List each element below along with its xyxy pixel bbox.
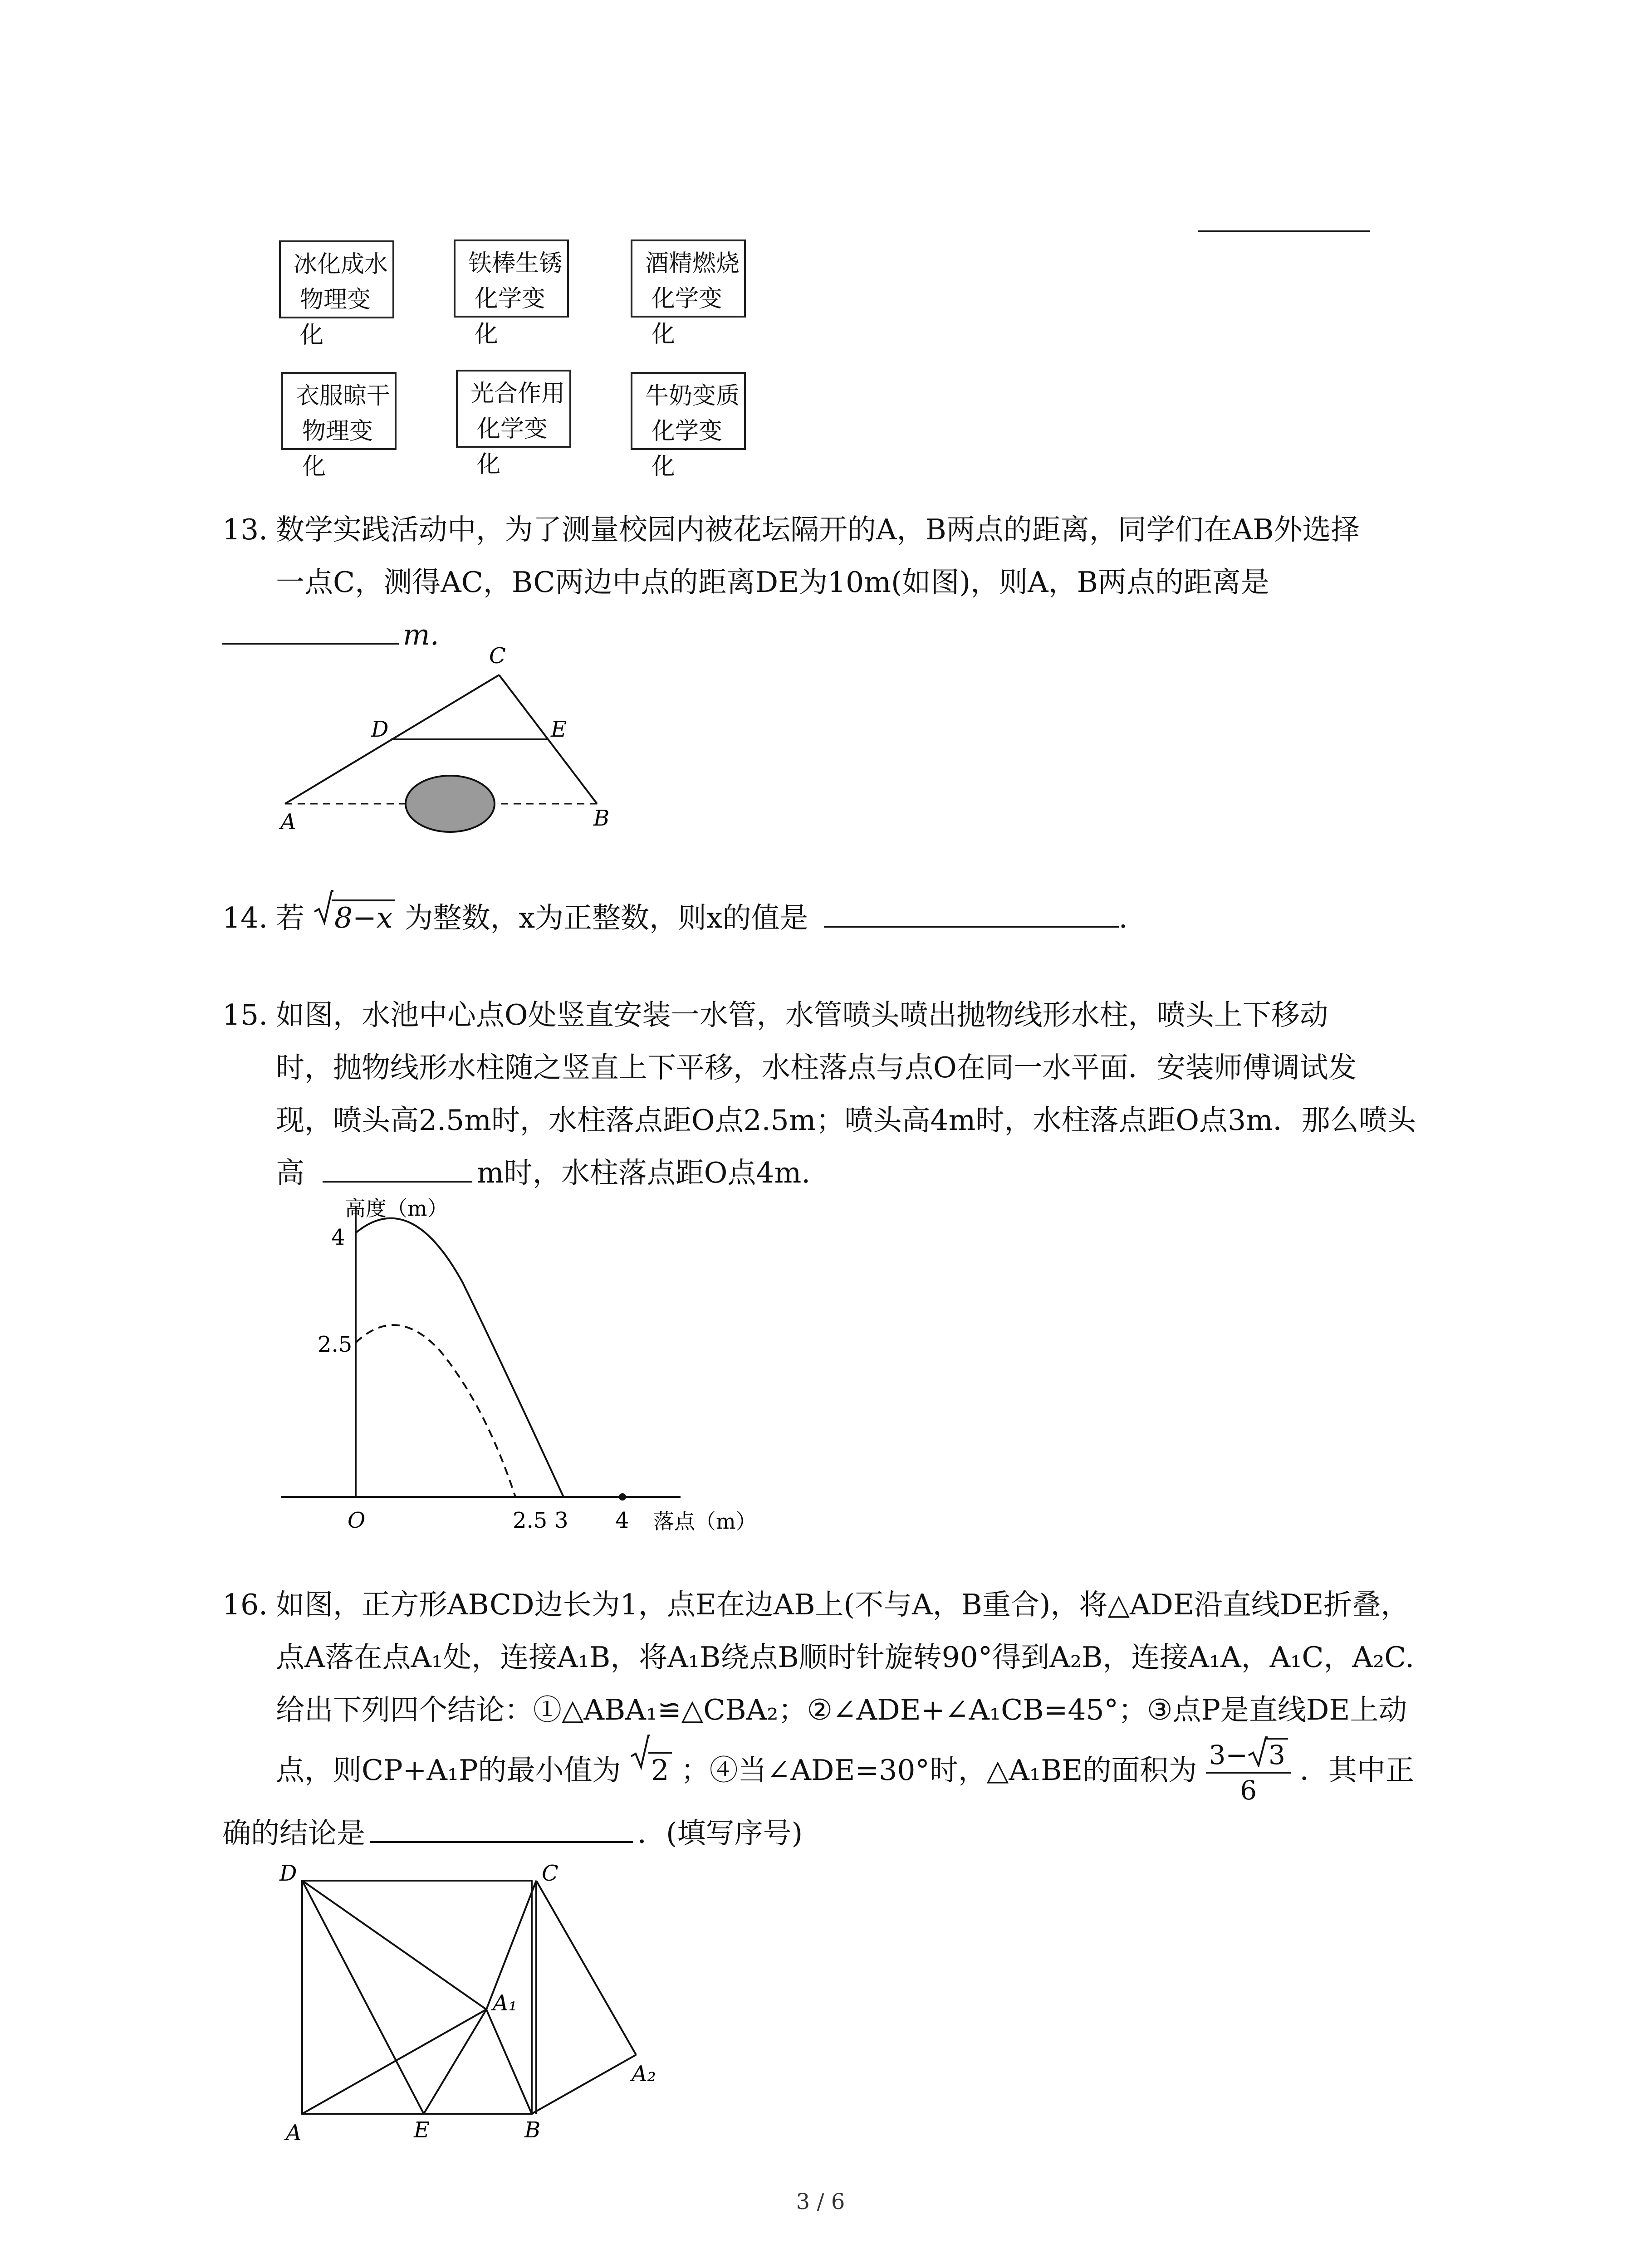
q16-line1: 如图，正方形ABCD边长为1，点E在边AB上(不与A，B重合)，将△ADE沿直线DE折叠，	[276, 1588, 1410, 1621]
card-top-text: 铁棒生锈	[468, 250, 563, 277]
q16-line4-mid: ；④当∠ADE=30°时，△A₁BE的面积为	[681, 1754, 1197, 1787]
x-tick-o: O	[348, 1508, 366, 1533]
q15-line1: 如图，水池中心点O处竖直安装一水管，水管喷头喷出抛物线形水柱，喷头上下移动	[276, 998, 1328, 1031]
card-top-text: 衣服晾干	[296, 382, 391, 410]
question-number: 15.	[222, 998, 268, 1031]
card-top-text: 冰化成水	[294, 251, 388, 278]
q15-answer-blank[interactable]	[323, 1154, 472, 1183]
card-top-text: 光合作用	[470, 380, 565, 407]
q16-line2: 点A落在点A₁处，连接A₁B，将A₁B绕点B顺时针旋转90°得到A₂B，连接A₁A，A₁C，A₂C.	[276, 1641, 1415, 1674]
card-bottom-text: 化学变化	[475, 285, 546, 348]
q15-line4-pre: 高	[276, 1156, 304, 1189]
fraction-numerator	[1206, 1738, 1290, 1774]
q14-mid: 为整数，x为正整数，则x的值是	[404, 901, 808, 934]
q13-line2: 一点C，测得AC，BC两边中点的距离DE为10m(如图)，则A，B两点的距离是	[276, 566, 1269, 599]
card-top-text: 酒精燃烧	[645, 250, 740, 277]
fraction-denominator: 6	[1240, 1774, 1257, 1806]
question-number: 14.	[222, 901, 268, 934]
segment-ca2	[536, 1881, 636, 2055]
q15-parabola-figure	[272, 1198, 771, 1542]
card-3	[631, 240, 746, 348]
q15-line2: 时，抛物线形水柱随之竖直上下平移，水柱落点与点O在同一水平面．安装师傅调试发	[276, 1051, 1357, 1084]
label-a: A	[280, 809, 296, 835]
sqrt-expression	[314, 892, 395, 944]
segment-ea1	[424, 2009, 486, 2114]
q14-pre: 若	[276, 901, 304, 934]
q16-square-figure	[272, 1860, 726, 2141]
numerator-pre: 3−	[1209, 1739, 1248, 1770]
sqrt-3	[1248, 1738, 1288, 1772]
q16-line4-post: ．其中正	[1299, 1754, 1414, 1787]
answer-blank-prev[interactable]	[1198, 230, 1370, 232]
label-d: D	[371, 717, 389, 742]
label-a2: A₂	[632, 2061, 656, 2087]
y-tick-2.5: 2.5	[318, 1332, 353, 1357]
point-4	[619, 1493, 626, 1501]
page-number: 3 / 6	[796, 2189, 845, 2214]
radicand: 8−x	[332, 899, 395, 934]
segment-ba2	[532, 2055, 636, 2114]
q15-line4-post: m时，水柱落点距O点4m.	[477, 1156, 811, 1189]
flower-bed	[406, 776, 495, 832]
sqrt-2	[630, 1736, 672, 1804]
q16-line5-pre: 确的结论是	[222, 1816, 365, 1850]
label-c: C	[542, 1861, 558, 1886]
segment-da1	[302, 1881, 486, 2009]
y-axis-label: 高度（m）	[345, 1198, 448, 1221]
q16-line3: 给出下列四个结论：①△ABA₁≌△CBA₂；②∠ADE+∠A₁CB=45°；③点P是直线DE上动	[276, 1693, 1407, 1726]
fraction	[1206, 1738, 1290, 1807]
segment-a1b	[486, 2009, 532, 2114]
card-bottom-text: 化学变化	[477, 415, 548, 478]
card-6	[631, 372, 746, 480]
segment-aa1	[302, 2009, 486, 2114]
parabola-2.5m	[356, 1325, 515, 1497]
card-bottom-text: 化学变化	[652, 418, 723, 480]
card-bottom-text: 物理变化	[300, 286, 371, 349]
label-b: B	[524, 2117, 541, 2141]
question-16	[222, 1579, 1429, 1860]
y-tick-4: 4	[331, 1225, 345, 1250]
radicand: 2	[648, 1752, 672, 1787]
question-14	[222, 892, 1429, 944]
question-number: 16.	[222, 1588, 268, 1621]
label-b: B	[593, 806, 610, 831]
q16-answer-blank[interactable]	[370, 1814, 633, 1843]
card-4	[281, 372, 397, 480]
q13-unit: m.	[403, 618, 439, 651]
label-a1: A₁	[493, 1990, 517, 2016]
label-e: E	[414, 2117, 430, 2141]
q16-line4-pre: 点，则CP+A₁P的最小值为	[276, 1754, 621, 1787]
card-1	[279, 240, 394, 349]
parabola-4m	[356, 1218, 563, 1497]
question-15	[222, 989, 1429, 1199]
x-tick-2.5: 2.5	[513, 1508, 548, 1533]
label-d: D	[279, 1861, 297, 1886]
q13-line1: 数学实践活动中，为了测量校园内被花坛隔开的A，B两点的距离，同学们在AB外选择	[276, 513, 1360, 546]
label-c: C	[489, 643, 506, 669]
question-number: 13.	[222, 513, 268, 546]
label-a: A	[286, 2120, 302, 2141]
card-top-text: 牛奶变质	[645, 382, 740, 410]
x-tick-4: 4	[615, 1508, 629, 1533]
card-2	[454, 240, 569, 348]
x-axis-label: 落点（m）	[653, 1509, 757, 1534]
card-bottom-text: 化学变化	[652, 285, 723, 348]
card-5	[456, 370, 571, 478]
card-bottom-text: 物理变化	[302, 418, 373, 480]
q14-answer-blank[interactable]	[824, 899, 1119, 928]
q16-line5-post: ．(填写序号)	[637, 1816, 803, 1850]
radicand: 3	[1266, 1738, 1288, 1770]
x-tick-3: 3	[554, 1508, 568, 1533]
q14-end: .	[1118, 901, 1128, 934]
label-e: E	[551, 717, 567, 742]
q13-triangle-figure	[272, 635, 617, 844]
q15-line3: 现，喷头高2.5m时，水柱落点距O点2.5m；喷头高4m时，水柱落点距O点3m．那么喷头	[276, 1104, 1416, 1137]
